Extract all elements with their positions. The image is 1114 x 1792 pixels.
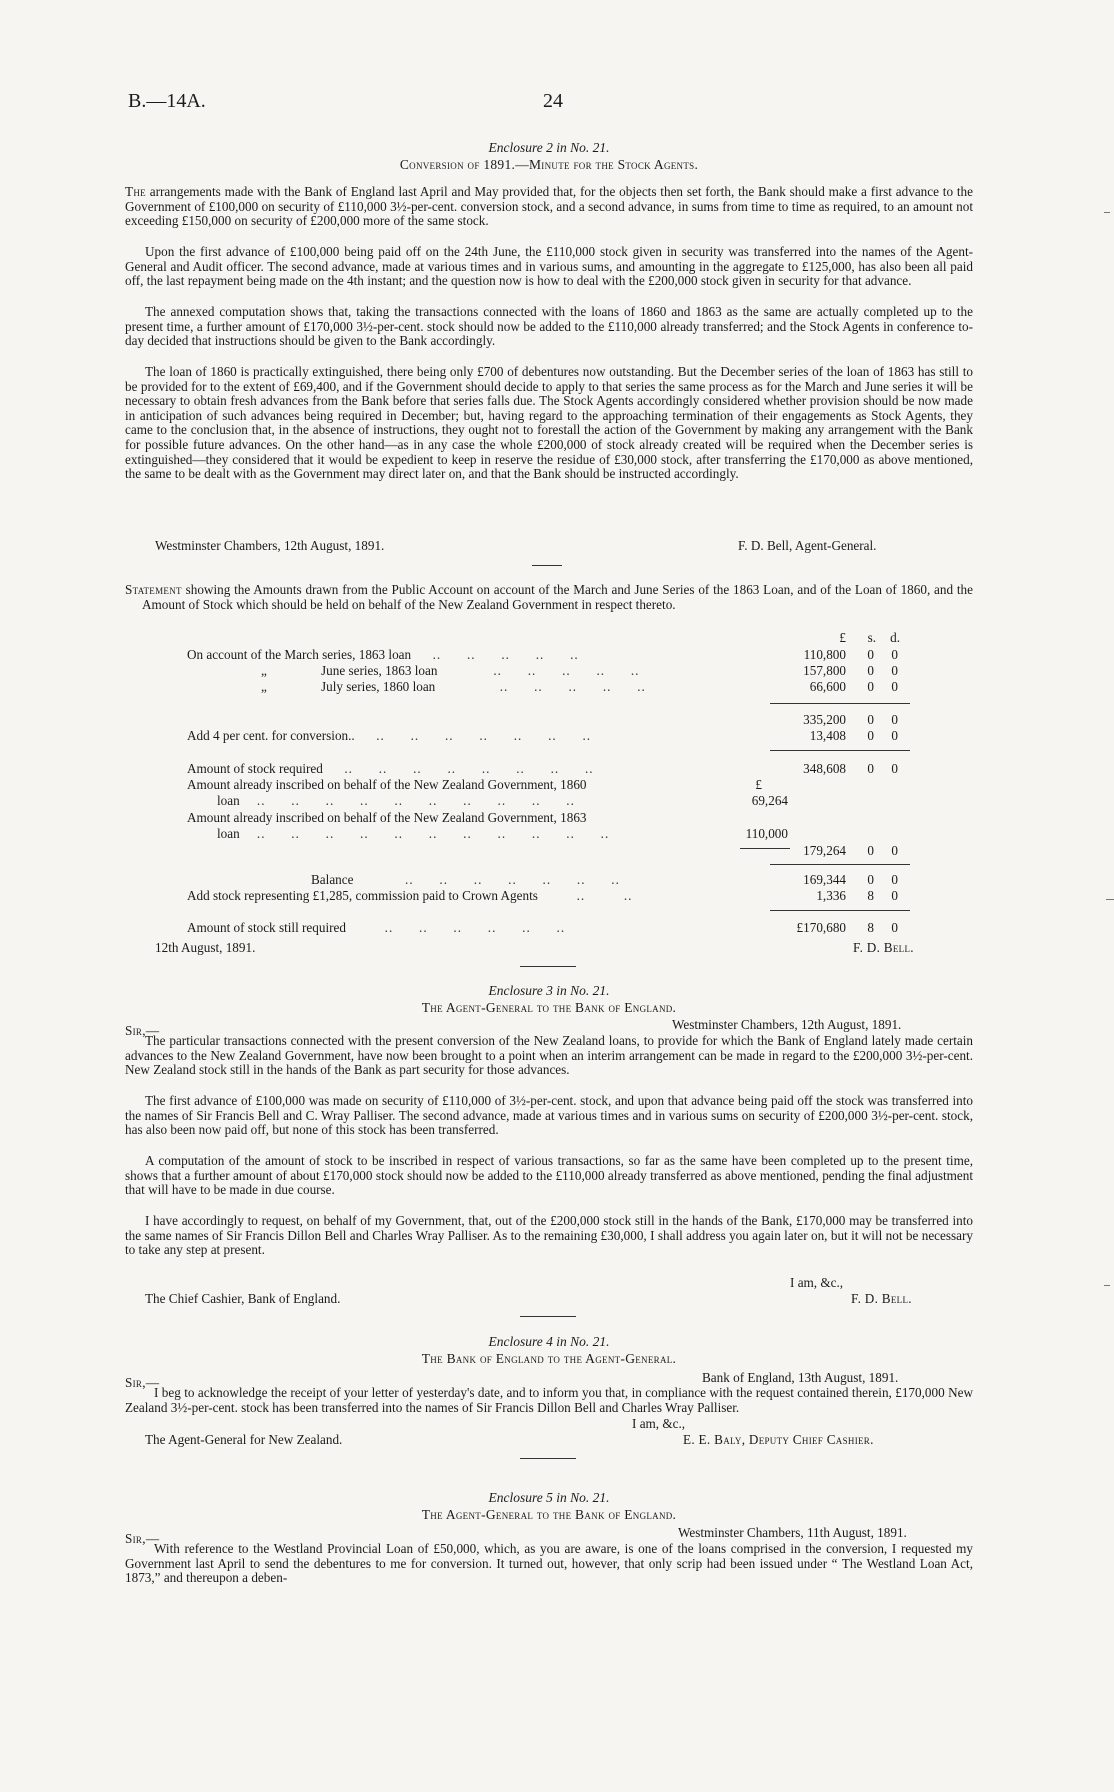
enclosure-3-addressee: The Chief Cashier, Bank of England. xyxy=(145,1291,341,1306)
value-balance: 169,344 xyxy=(803,872,846,887)
value-pence: 0 xyxy=(891,843,898,858)
scan-margin-mark xyxy=(1104,212,1110,213)
value-pence: 0 xyxy=(891,728,898,743)
enclosure-3-place-date: Westminster Chambers, 12th August, 1891. xyxy=(672,1017,902,1032)
enclosure-2-subtitle: Conversion of 1891.—Minute for the Stock Agents. xyxy=(399,157,699,172)
row-label: On account of the March series, 1863 loan xyxy=(187,647,412,662)
value-inscribed-1863: 110,000 xyxy=(745,826,788,841)
value-pence: 0 xyxy=(891,663,898,678)
leader-dots: .. .. .. .. .. xyxy=(411,647,579,662)
value-conversion: 13,408 xyxy=(809,728,846,743)
value-march: 110,800 xyxy=(803,647,846,662)
enclosure-2-paragraph-2: Upon the first advance of £100,000 being paid off on the 24th June, the £110,000 stock given in security was transferred into the names of the Agent-General and Audit officer. The second advance, made at various times and in various sums, and amounting in the aggregate to £125,000, has also been all paid off, the last repayment being made on the 4th instant; and the question now is how to deal with the £200,000 stock given in security for that advance. xyxy=(125,244,973,289)
column-pounds-header: £ xyxy=(839,630,846,645)
value-pence: 0 xyxy=(891,712,898,727)
value-required: 348,608 xyxy=(803,761,846,776)
sum-rule xyxy=(770,703,910,704)
row-label: Add stock representing £1,285, commission paid to Crown Agents xyxy=(187,888,538,903)
enclosure-5-salutation: Sir,— xyxy=(125,1531,160,1546)
value-pence: 0 xyxy=(891,920,898,935)
leader-dots: .. .. .. .. .. .. .. .. xyxy=(322,761,594,776)
enclosure-5-subtitle: The Agent-General to the Bank of England. xyxy=(421,1507,677,1522)
row-label: July series, 1860 loan xyxy=(321,679,436,694)
enclosure-3-paragraph-1: The particular transactions connected with the present conversion of the New Zealand loans, to provide for which the Bank of England lately made certain advances to the New Zealand Government, have now been brought to a point when an interim arrangement can be made in regard to the £200,000 3½-per-cent. New Zealand stock still in the hands of the Bank as part security for those advances. xyxy=(125,1033,973,1078)
enclosure-3-title: Enclosure 3 in No. 21. xyxy=(488,983,610,998)
value-commission-shillings: 8 xyxy=(867,888,874,903)
leader-dots: .. .. .. .. .. .. .. xyxy=(353,872,620,887)
value-shillings: 0 xyxy=(867,761,874,776)
value-shillings: 0 xyxy=(867,728,874,743)
value-shillings: 0 xyxy=(867,663,874,678)
enclosure-2-paragraph-4: The loan of 1860 is practically extinguished, there being only £700 of debentures now outstanding. But the December series of the loan of 1863 has still to be provided for to the extent of £69,400, and if the Government should decide to apply to that series the same process as for the March and June series it will be necessary to obtain fresh advances from the Bank before that series falls due. The Stock Agents accordingly considered whether provision should be now made in anticipation of such advances being required in December; but, having regard to the approaching termination of their engagements as Stock Agents, they came to the conclusion that, in the absence of instructions, they ought not to forestall the action of the Government by making any arrangement with the Bank for possible future advances. On the other hand—as in any case the whole £200,000 of stock already created will be required when the December series is extinguished—they considered that it would be expedient to keep in reserve the residue of £30,000 stock, after transferring the £170,000 as above mentioned, the same to be dealt with as the Government may direct later on, and that the Bank should be instructed accordingly. xyxy=(125,364,973,482)
enclosure-3-paragraph-4: I have accordingly to request, on behalf of my Government, that, out of the £200,000 stock still in the hands of the Bank, £170,000 may be transferred into the same names of Sir Francis Dillon Bell and Charles Wray Palliser. As to the remaining £30,000, I shall address you again later on, but it will not be necessary to take any step at present. xyxy=(125,1213,973,1258)
statement-row-required xyxy=(187,761,594,776)
statement-row-july xyxy=(321,679,646,694)
statement-row-july-ditto: „ xyxy=(261,679,267,694)
leader-dots: .. .. .. .. .. xyxy=(435,679,646,694)
page-number: 24 xyxy=(543,90,563,112)
statement-lead-word: Statement xyxy=(125,582,182,597)
enclosure-4-subtitle: The Bank of England to the Agent-General. xyxy=(421,1351,677,1366)
enclosure-4-closing: I am, &c., xyxy=(632,1416,686,1431)
statement-date: 12th August, 1891. xyxy=(155,940,256,955)
enclosure-3-subtitle: The Agent-General to the Bank of England. xyxy=(421,1000,677,1015)
row-label: Balance xyxy=(311,872,354,887)
statement-row-balance xyxy=(311,872,620,887)
enclosure-4-addressee: The Agent-General for New Zealand. xyxy=(145,1432,343,1447)
enclosure-2-paragraph-3: The annexed computation shows that, taking the transactions connected with the loans of 1860 and 1863 as the same are actually completed up to the present time, a further amount of £170,000 3½-per-cent. stock should now be added to the £110,000 already transferred; and the Stock Agents in conference to-day decided that instructions should be given to the Bank accordingly. xyxy=(125,304,973,349)
enclosure-4-salutation: Sir,— xyxy=(125,1375,160,1390)
value-shillings: 0 xyxy=(867,843,874,858)
value-inscribed-total: 179,264 xyxy=(803,843,846,858)
statement-row-june-ditto: „ xyxy=(261,663,267,678)
enclosure-2-place-date: Westminster Chambers, 12th August, 1891. xyxy=(155,538,385,553)
separator-rule xyxy=(532,565,562,566)
statement-intro xyxy=(125,583,973,612)
value-july: 66,600 xyxy=(809,679,846,694)
leader-dots: .. .. xyxy=(537,888,633,903)
statement-row-june xyxy=(321,663,639,678)
statement-row-still-required xyxy=(187,920,565,935)
sum-rule xyxy=(770,910,910,911)
enclosure-3-paragraph-2: The first advance of £100,000 was made on security of £110,000 of 3½-per-cent. stock, and upon that advance being paid off the stock was transferred into the names of Sir Francis Bell and C. Wray Palliser. The second advance, made at various times and in various sums on security of £200,000 3½-per-cent. stock, has also been now paid off, but none of this stock has been transferred. xyxy=(125,1093,973,1138)
value-pence: 0 xyxy=(891,679,898,694)
statement-row-add-conversion xyxy=(187,728,591,743)
enclosure-3-signature: F. D. Bell. xyxy=(851,1291,912,1306)
scan-margin-mark xyxy=(1106,899,1114,900)
row-label: loan xyxy=(217,793,240,808)
value-june: 157,800 xyxy=(803,663,846,678)
enclosure-2-paragraph-1 xyxy=(125,185,973,229)
enclosure-3-salutation: Sir,— xyxy=(125,1023,160,1038)
inner-column-pound: £ xyxy=(755,777,762,792)
value-subtotal: 335,200 xyxy=(803,712,846,727)
enclosure-5-paragraph-1: With reference to the Westland Provincial Loan of £50,000, which, as you are aware, is one of the loans comprised in the conversion, I requested my Government last April to send the debentures to me for conversion. It turned out, however, that only scrip had been issued under “ The Westland Loan Act, 1873,” and thereupon a deben- xyxy=(125,1541,973,1586)
value-pence: 0 xyxy=(891,872,898,887)
value-shillings: 0 xyxy=(867,647,874,662)
separator-rule xyxy=(520,1316,576,1317)
value-still-shillings: 8 xyxy=(867,920,874,935)
leader-dots: .. .. .. .. .. .. .. .. .. .. .. xyxy=(239,826,610,841)
value-commission: 1,336 xyxy=(816,888,846,903)
statement-row-inscribed-1863-cont xyxy=(217,826,609,841)
statement-row-inscribed-1860: Amount already inscribed on behalf of the New Zealand Government, 1860 xyxy=(187,777,587,792)
enclosure-2-signature: F. D. Bell, Agent-General. xyxy=(738,538,877,553)
sum-rule xyxy=(770,864,910,865)
value-shillings: 0 xyxy=(867,679,874,694)
row-label: Amount of stock required xyxy=(187,761,323,776)
separator-rule xyxy=(520,1458,576,1459)
value-pence: 0 xyxy=(891,888,898,903)
value-pence: 0 xyxy=(891,647,898,662)
enclosure-4-paragraph-1: I beg to acknowledge the receipt of your letter of yesterday's date, and to inform you that, in compliance with the request contained therein, £170,000 New Zealand 3½-per-cent. stock has been transferred into the names of Sir Francis Dillon Bell and Charles Wray Palliser. xyxy=(125,1385,973,1415)
enclosure-4-title: Enclosure 4 in No. 21. xyxy=(488,1334,610,1349)
statement-intro-text: showing the Amounts drawn from the Public Account on account of the March and June Series of the 1863 Loan, and of the Loan of 1860, and the Amount of Stock which should be held on behalf of the New Zealand Government in respect thereto. xyxy=(142,582,973,612)
separator-rule xyxy=(520,966,576,967)
enclosure-2-title: Enclosure 2 in No. 21. xyxy=(488,140,610,155)
value-shillings: 0 xyxy=(867,712,874,727)
enclosure-5-title: Enclosure 5 in No. 21. xyxy=(488,1490,610,1505)
paragraph-text: arrangements made with the Bank of England last April and May provided that, for the objects then set forth, the Bank should make a first advance to the Government of £100,000 on security of £110,000 3½-per-cent. conversion stock, and a second advance, in sums from time to time as required, to an amount not exceeding £150,000 on security of £200,000 more of the same stock. xyxy=(125,184,973,229)
document-reference: B.—14A. xyxy=(128,90,206,112)
column-pence-header: d. xyxy=(890,630,900,645)
row-label: June series, 1863 loan xyxy=(321,663,438,678)
enclosure-4-signature: E. E. Baly, Deputy Chief Cashier. xyxy=(683,1432,874,1447)
statement-signature: F. D. Bell. xyxy=(853,940,914,955)
enclosure-3-paragraph-3: A computation of the amount of stock to be inscribed in respect of various transactions, so far as the same have been completed up to the present time, shows that a further amount of about £170,000 stock should now be added to the £110,000 already transferred as above mentioned, pending the final adjustment that will have to be made in due course. xyxy=(125,1153,973,1198)
enclosure-3-closing: I am, &c., xyxy=(790,1275,844,1290)
scan-margin-mark xyxy=(1104,1285,1110,1286)
paragraph-lead-word: The xyxy=(125,184,146,199)
statement-row-commission xyxy=(187,888,632,903)
enclosure-4-place-date: Bank of England, 13th August, 1891. xyxy=(702,1370,899,1385)
row-label: loan xyxy=(217,826,240,841)
sum-rule xyxy=(770,750,910,751)
enclosure-5-place-date: Westminster Chambers, 11th August, 1891. xyxy=(678,1525,907,1540)
column-shillings-header: s. xyxy=(867,630,876,645)
leader-dots: .. .. .. .. .. xyxy=(437,663,640,678)
statement-row-march xyxy=(187,647,579,662)
value-inscribed-1860: 69,264 xyxy=(751,793,788,808)
leader-dots: .. .. .. .. .. .. .. .. .. .. xyxy=(239,793,575,808)
value-still-required: £170,680 xyxy=(796,920,846,935)
value-shillings: 0 xyxy=(867,872,874,887)
statement-row-inscribed-1860-cont xyxy=(217,793,575,808)
row-label: Amount of stock still required xyxy=(187,920,346,935)
leader-dots: .. .. .. .. .. .. .. xyxy=(354,728,592,743)
row-label: Add 4 per cent. for conversion.. xyxy=(187,728,355,743)
statement-row-inscribed-1863: Amount already inscribed on behalf of the New Zealand Government, 1863 xyxy=(187,810,587,825)
leader-dots: .. .. .. .. .. .. xyxy=(345,920,566,935)
value-pence: 0 xyxy=(891,761,898,776)
